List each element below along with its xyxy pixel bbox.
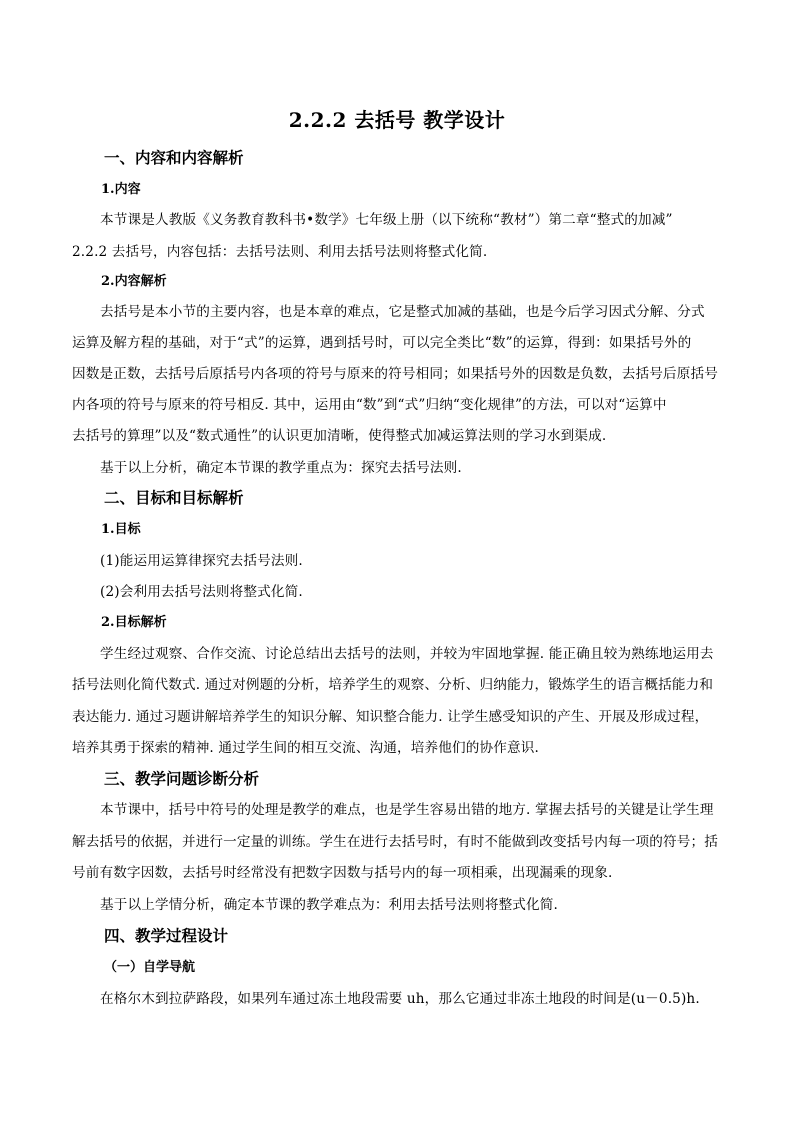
paragraph-line: 去括号的算理”以及“数式通性”的认识更加清晰，使得整式加减运算法则的学习水到渠成. (72, 428, 607, 444)
page-title: 2.2.2 去括号 教学设计 (288, 108, 506, 132)
paragraph-line: 学生经过观察、合作交流、讨论总结出去括号的法则，并较为牢固地掌握. 能正确且较为熟练地运用去 (100, 646, 714, 662)
section-heading-content: 一、内容和内容解析 (104, 148, 244, 167)
paragraph-line: 2.2.2 去括号，内容包括：去括号法则、利用去括号法则将整式化简. (72, 244, 488, 260)
subheading-self-study: （一）自学导航 (104, 960, 196, 975)
paragraph-line: 解去括号的依据，并进行一定量的训练。学生在进行去括号时，有时不能做到改变括号内每一项的符号；括 (72, 834, 718, 850)
paragraph-line: 内各项的符号与原来的符号相反. 其中，运用由“数”到“式”归纳“变化规律”的方法，可以对“运算中 (72, 397, 667, 413)
paragraph-line: 本节课中，括号中符号的处理是教学的难点，也是学生容易出错的地方. 掌握去括号的关键是让学生理 (100, 802, 714, 818)
paragraph-line: 基于以上学情分析，确定本节课的教学难点为：利用去括号法则将整式化简. (100, 897, 559, 913)
paragraph-line: 号前有数字因数，去括号时经常没有把数字因数与括号内的每一项相乘，出现漏乘的现象. (72, 865, 613, 881)
section-heading-process: 四、教学过程设计 (104, 926, 229, 945)
paragraph-line: 运算及解方程的基础，对于“式”的运算，遇到括号时，可以完全类比“数”的运算，得到：如果括号外的 (72, 335, 692, 351)
paragraph-line: 表达能力. 通过习题讲解培养学生的知识分解、知识整合能力. 让学生感受知识的产生、开展及形成过程， (72, 709, 709, 725)
subheading-content-analysis: 2.内容解析 (101, 274, 167, 289)
paragraph-line: 培养其勇于探索的精神. 通过学生间的相互交流、沟通，培养他们的协作意识. (72, 740, 539, 756)
paragraph-line: (2)会利用去括号法则将整式化简. (100, 584, 303, 600)
paragraph-line: 去括号是本小节的主要内容，也是本章的难点，它是整式加减的基础，也是今后学习因式分解、分式 (100, 304, 705, 320)
section-heading-diagnosis: 三、教学问题诊断分析 (104, 769, 260, 788)
paragraph-line: (1)能运用运算律探究去括号法则. (100, 553, 303, 569)
section-heading-goals: 二、目标和目标解析 (104, 488, 244, 507)
paragraph-line: 本节课是人教版《义务教育教科书•数学》七年级上册（以下统称“教材”）第二章“整式的加减” (100, 212, 673, 228)
subheading-goal-analysis: 2.目标解析 (101, 615, 167, 630)
paragraph-line: 基于以上分析，确定本节课的教学重点为：探究去括号法则. (100, 460, 462, 476)
subheading-goal: 1.目标 (101, 522, 141, 537)
paragraph-line: 因数是正数，去括号后原括号内各项的符号与原来的符号相同；如果括号外的因数是负数，去括号后原括号 (72, 366, 718, 382)
paragraph-line: 括号法则化简代数式. 通过对例题的分析，培养学生的观察、分析、归纳能力，锻炼学生的语言概括能力和 (72, 677, 714, 693)
paragraph-line: 在格尔木到拉萨路段，如果列车通过冻土地段需要 uh，那么它通过非冻土地段的时间是(u－0.5)h. (100, 991, 700, 1007)
subheading-content: 1.内容 (101, 182, 141, 197)
